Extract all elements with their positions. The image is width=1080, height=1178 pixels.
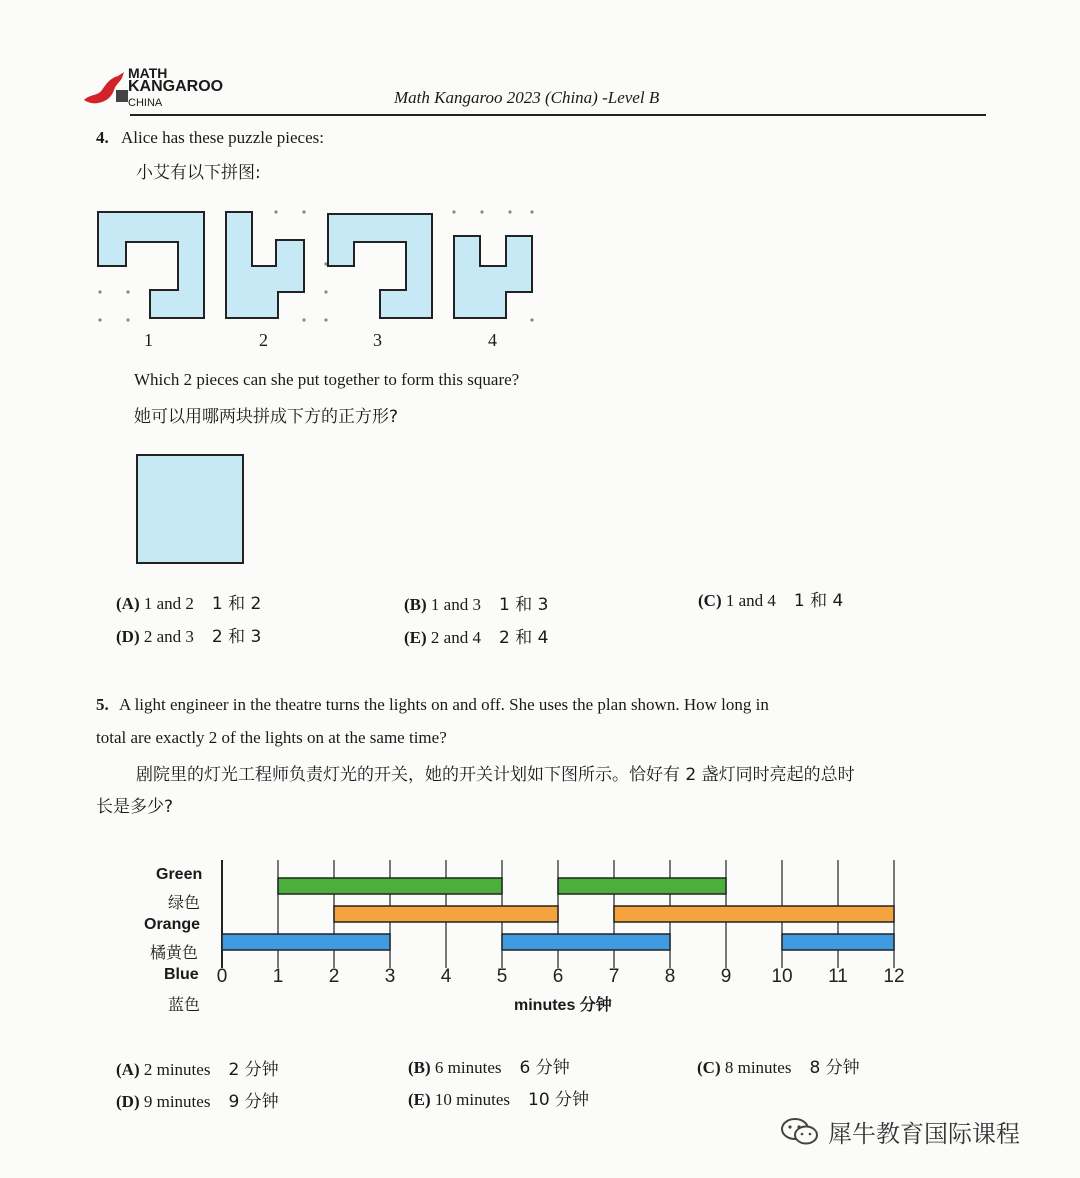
q5-option-d[interactable]: (D) 9 minutes 9 分钟 [116,1092,279,1112]
q4-text-en [96,128,324,148]
orange-bar-2 [614,906,894,922]
puzzle-pieces [90,200,550,330]
q5-text-cn-2: 长是多少? [96,797,174,817]
logo-line-2: KANGAROO [128,78,224,95]
q4-option-b[interactable]: (B) 1 and 3 1 和 3 [404,595,549,615]
q5-option-a[interactable]: (A) 2 minutes 2 分钟 [116,1060,279,1080]
q5-text-cn-1: 剧院里的灯光工程师负责灯光的开关，她的开关计划如下图所示。恰好有 2 盏灯同时亮起的总时 [136,765,855,785]
series-label-blue-cn: 蓝色 [168,997,201,1014]
piece-label-3: 3 [373,330,382,350]
x-tick-label-2: 2 [328,966,340,987]
wechat-watermark [780,1114,1060,1150]
q5-option-e[interactable]: (E) 10 minutes 10 分钟 [408,1090,590,1110]
q5-number: 5. [96,695,109,714]
series-label-orange-cn: 橘黄色 [150,945,199,962]
q4-option-a[interactable]: (A) 1 and 2 1 和 2 [116,594,262,614]
q4-question-en: Which 2 pieces can she put together to form this square? [134,370,520,389]
puzzle-piece-3 [328,214,432,318]
q4-intro: Alice has these puzzle pieces: [121,128,324,147]
piece-label-2: 2 [259,330,268,350]
puzzle-piece-4 [454,236,532,318]
wechat-icon [780,1116,820,1148]
piece-label-1: 1 [144,330,153,350]
kangaroo-icon [80,66,130,110]
q4-option-d[interactable]: (D) 2 and 3 2 和 3 [116,627,262,647]
orange-bar-1 [334,906,558,922]
target-square [136,454,244,564]
blue-bar-3 [782,934,894,950]
x-tick-label-0: 0 [216,966,228,987]
logo-line-3: CHINA [128,97,163,109]
q4-number: 4. [96,128,109,147]
series-label-blue: Blue [164,966,199,983]
x-tick-label-9: 9 [720,966,732,987]
q5-text-en-2: total are exactly 2 of the lights on at the same time? [96,728,447,747]
page-title: Math Kangaroo 2023 (China) -Level B [394,88,660,107]
x-tick-label-7: 7 [608,966,620,987]
blue-bar-2 [502,934,670,950]
q4-text-cn: 小艾有以下拼图: [136,163,261,183]
x-tick-label-10: 10 [771,966,793,987]
x-tick-label-1: 1 [272,966,284,987]
series-label-orange: Orange [144,916,201,933]
puzzle-piece-1 [98,212,204,318]
green-bar-1 [278,878,502,894]
x-tick-label-4: 4 [440,966,452,987]
logo-line-1: MATH [128,65,168,81]
piece-label-4: 4 [488,330,497,350]
series-label-green-cn: 绿色 [168,895,201,912]
puzzle-piece-2 [226,212,304,318]
header-rule [130,114,986,116]
blue-bar-1 [222,934,390,950]
x-axis-label: minutes 分钟 [514,997,612,1014]
x-tick-label-3: 3 [384,966,396,987]
x-tick-label-6: 6 [552,966,564,987]
q4-option-c[interactable]: (C) 1 and 4 1 和 4 [698,591,844,611]
q5-option-c[interactable]: (C) 8 minutes 8 分钟 [697,1058,860,1078]
q4-question-cn: 她可以用哪两块拼成下方的正方形? [134,407,399,427]
x-tick-label-5: 5 [496,966,508,987]
kangaroo-logo [80,65,224,110]
series-label-green: Green [156,866,203,883]
q5-text-en-1: 5. A light engineer in the theatre turns the lights on and off. She uses the plan shown. How long in [96,695,769,714]
green-bar-2 [558,878,726,894]
x-tick-label-11: 11 [828,966,848,987]
q4-option-e[interactable]: (E) 2 and 4 2 和 4 [404,628,549,648]
x-tick-label-8: 8 [664,966,676,987]
q5-option-b[interactable]: (B) 6 minutes 6 分钟 [408,1058,570,1078]
x-tick-label-12: 12 [883,966,905,987]
watermark-text: 犀牛教育国际课程 [828,1120,1020,1148]
